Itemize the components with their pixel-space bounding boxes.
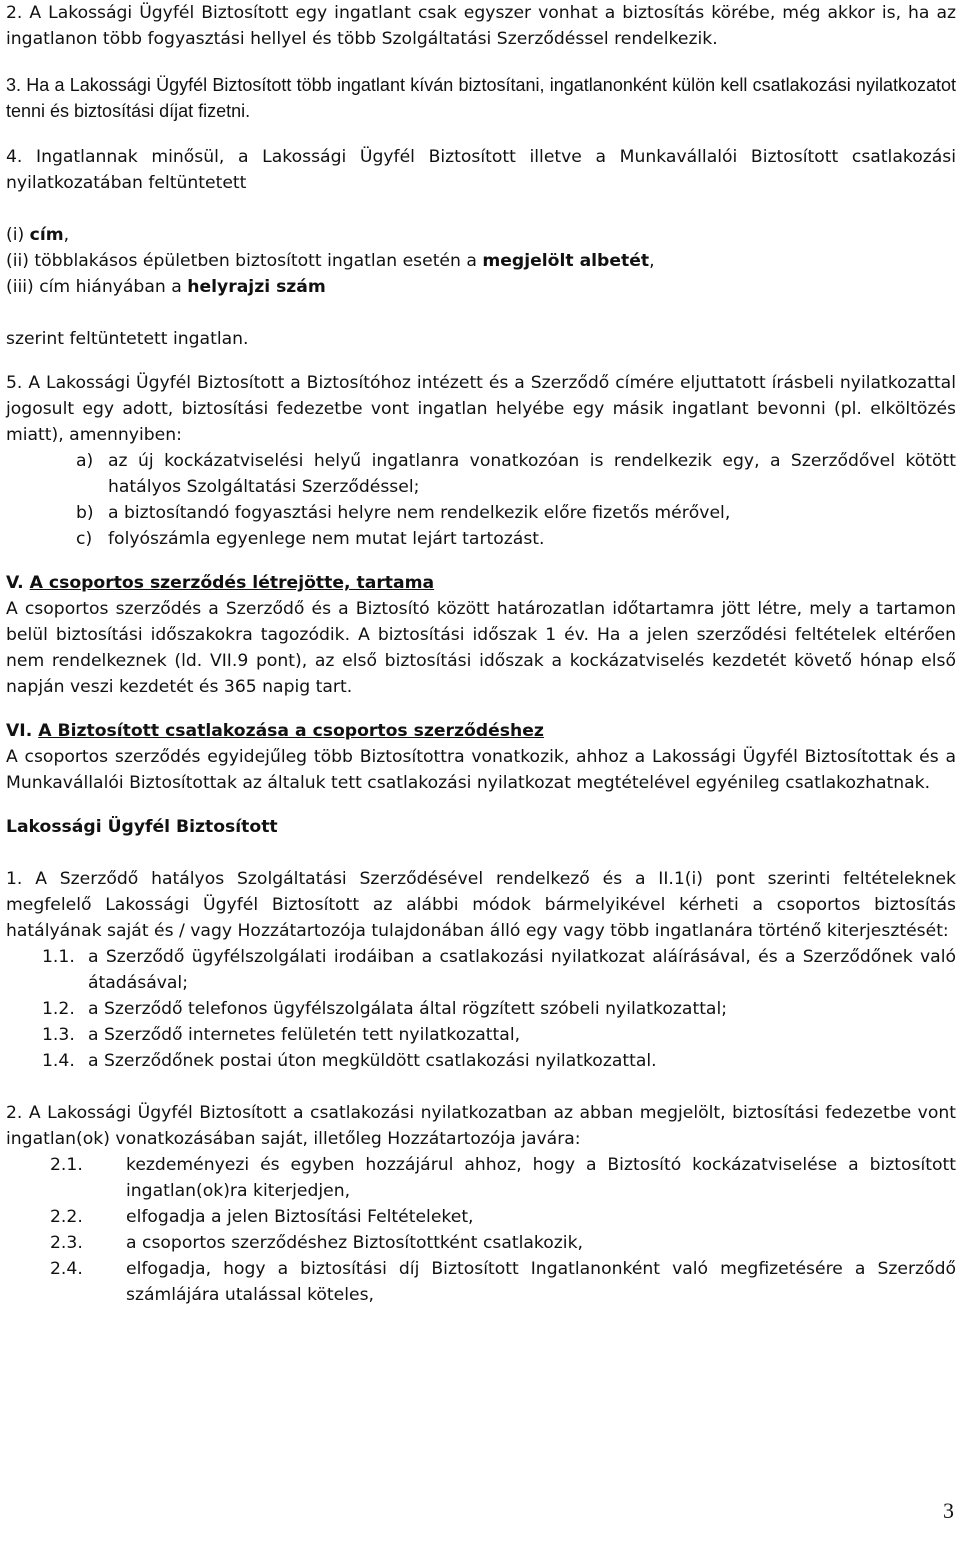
section-v-body: A csoportos szerződés a Szerződő és a Biztosító között határozatlan időtartamra jött létre, mely a tartamon belül biztosítási időszakokra tagozódik. A biztosítási időszak 1 év. Ha a jelen szerződési feltételek eltérően nem rendelkeznek (ld. VII.9 pont), az első biztosítási időszak a kockázatviselés kezdetét követő hónap első napján veszi kezdetét és 365 napig tart. (6, 599, 956, 697)
list-item: 1.1. a Szerződő ügyfélszolgálati irodáiban a csatlakozási nyilatkozat aláírásával, és a Szerződőnek való átadásával; (42, 947, 956, 993)
item-i-bold: cím (29, 225, 64, 245)
list-item: b) a biztosítandó fogyasztási helyre nem rendelkezik előre fizetős mérővel, (76, 503, 731, 523)
list-item: c) folyószámla egyenlege nem mutat lejárt tartozást. (76, 529, 545, 549)
document-page (6, 0, 956, 1308)
item-iii-bold: helyrajzi szám (187, 277, 326, 297)
subsection-heading: Lakossági Ügyfél Biztosított (6, 817, 278, 837)
paragraph-3: 3. Ha a Lakossági Ügyfél Biztosított több ingatlant kíván biztosítani, ingatlanonként külön kell csatlakozási nyilatkozatot tenni és biztosítási díjat fizetni. (6, 75, 956, 121)
list-item: 2.3. a csoportos szerződéshez Biztosítottként csatlakozik, (50, 1233, 583, 1253)
section-vi-body: A csoportos szerződés egyidejűleg több Biztosítottra vonatkozik, ahhoz a Lakossági Ügyfél Biztosítottak és a Munkavállalói Biztosítottak az általuk tett csatlakozási nyilatkozat megtételével egyénileg csatlakozhatnak. (6, 747, 956, 793)
list-item: 1.2. a Szerződő telefonos ügyfélszolgálata által rögzített szóbeli nyilatkozattal; (42, 999, 728, 1019)
page-number: 3 (943, 1498, 954, 1523)
list-item: a) az új kockázatviselési helyű ingatlanra vonatkozóan is rendelkezik egy, a Szerződővel kötött hatályos Szolgáltatási Szerződéssel; (76, 451, 956, 497)
list-item: 2.2. elfogadja a jelen Biztosítási Feltételeket, (50, 1207, 474, 1227)
section-v-heading: V. A csoportos szerződés létrejötte, tartama (6, 573, 435, 593)
section-vi-heading: VI. A Biztosított csatlakozása a csoportos szerződéshez (6, 721, 544, 741)
paragraph-4-end: szerint feltüntetett ingatlan. (6, 329, 249, 349)
item-iii: (iii) cím hiányában a helyrajzi szám (6, 277, 326, 297)
item-ii: (ii) többlakásos épületben biztosított ingatlan esetén a megjelölt albetét, (6, 251, 655, 271)
paragraph-4: 4. Ingatlannak minősül, a Lakossági Ügyfél Biztosított illetve a Munkavállalói Biztosított csatlakozási nyilatkozatában feltüntetett (6, 147, 956, 193)
list-item: 2.4. elfogadja, hogy a biztosítási díj Biztosított Ingatlanonként való megfizetésére a Szerződő számlájára utalással köteles, (50, 1259, 956, 1305)
paragraph-q1: 1. A Szerződő hatályos Szolgáltatási Szerződésével rendelkező és a II.1(i) pont szerinti feltételeknek megfelelő Lakossági Ügyfél Biztosított az alábbi módok bármelyikével kérheti a csoportos biztosítás hatályának saját és / vagy Hozzátartozója tulajdonában álló egy vagy több ingatlanára történő kiterjesztését: (6, 869, 956, 941)
paragraph-q2: 2. A Lakossági Ügyfél Biztosított a csatlakozási nyilatkozatban az abban megjelölt, biztosítási fedezetbe vont ingatlan(ok) vonatkozásában saját, illetőleg Hozzátartozója javára: (6, 1103, 956, 1149)
item-ii-bold: megjelölt albetét (482, 251, 650, 271)
item-i: (i) cím, (6, 225, 70, 245)
paragraph-5: 5. A Lakossági Ügyfél Biztosított a Biztosítóhoz intézett és a Szerződő címére eljuttatott írásbeli nyilatkozattal jogosult egy adott, biztosítási fedezetbe vont ingatlan helyébe egy másik ingatlant bevonni (pl. elköltözés miatt), amennyiben: (6, 373, 956, 445)
list-item: 1.3. a Szerződő internetes felületén tett nyilatkozattal, (42, 1025, 521, 1045)
list-item: 2.1. kezdeményezi és egyben hozzájárul ahhoz, hogy a Biztosító kockázatviselése a biztosított ingatlan(ok)ra kiterjedjen, (50, 1155, 956, 1201)
paragraph-2: 2. A Lakossági Ügyfél Biztosított egy ingatlant csak egyszer vonhat a biztosítás körébe, még akkor is, ha az ingatlanon több fogyasztási hellyel és több Szolgáltatási Szerződéssel rendelkezik. (6, 3, 956, 49)
list-item: 1.4. a Szerződőnek postai úton megküldött csatlakozási nyilatkozattal. (42, 1051, 657, 1071)
